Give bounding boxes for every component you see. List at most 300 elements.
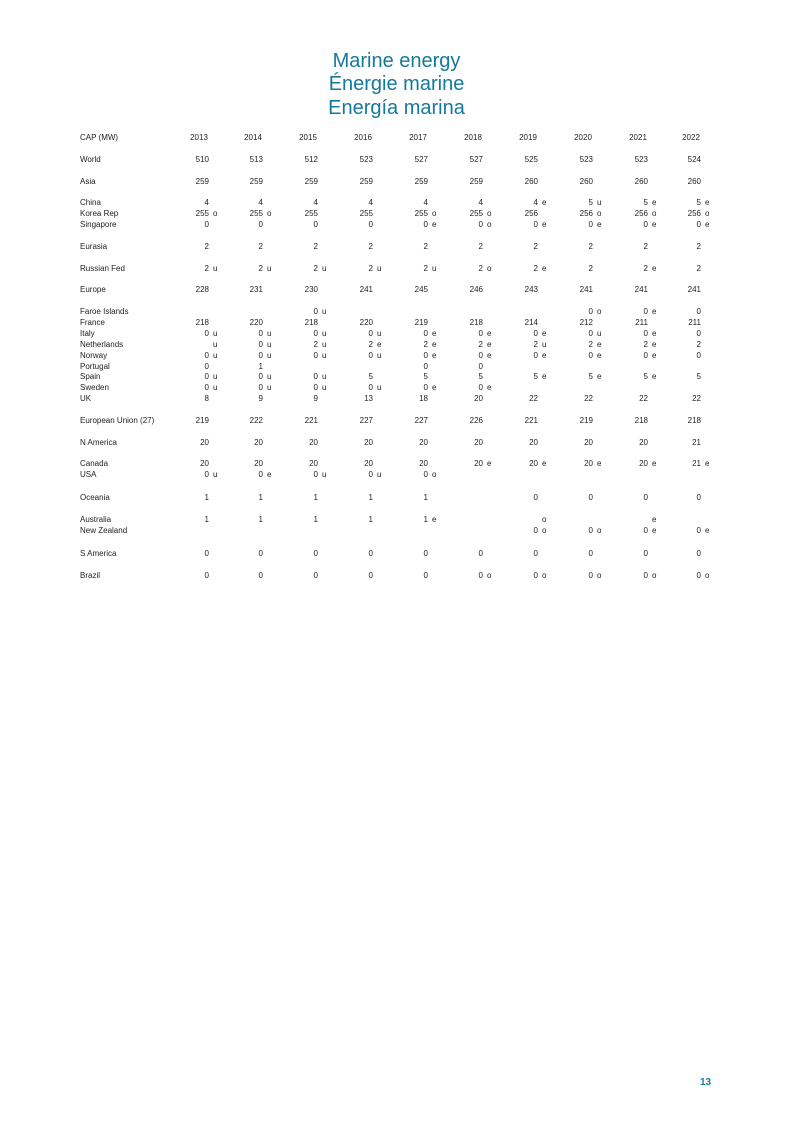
cell-value: 0 — [313, 372, 318, 381]
table-header — [0, 132, 793, 143]
cell-value: 0 — [588, 351, 593, 360]
cell-value: 0 — [204, 220, 209, 229]
cell-value: 0 — [588, 307, 593, 316]
table-row — [0, 339, 793, 350]
cell-value: 260 — [687, 177, 701, 186]
cell-value: 0 — [643, 493, 648, 502]
year-header: 2015 — [299, 133, 317, 142]
cell-flag: e — [432, 351, 437, 360]
cell-value: 2 — [533, 264, 538, 273]
cell-value: 230 — [304, 285, 318, 294]
cell-value: 226 — [469, 416, 483, 425]
cell-value: 20 — [639, 438, 648, 447]
cell-value: 0 — [423, 470, 428, 479]
table-row — [0, 350, 793, 361]
cell-value: 22 — [639, 394, 648, 403]
cell-value: 2 — [423, 340, 428, 349]
row-label: N America — [80, 438, 117, 447]
cell-flag: o — [597, 307, 602, 316]
cell-value: 214 — [524, 318, 538, 327]
cell-flag: e — [432, 383, 437, 392]
cell-value: 0 — [204, 372, 209, 381]
cell-value: 20 — [309, 459, 318, 468]
cell-value: 18 — [419, 394, 428, 403]
cell-value: 2 — [588, 242, 593, 251]
cell-value: 227 — [414, 416, 428, 425]
cell-flag: e — [652, 198, 657, 207]
cell-value: 0 — [204, 470, 209, 479]
cell-flag: u — [377, 264, 382, 273]
cell-value: 211 — [635, 318, 648, 327]
cell-value: 20 — [200, 438, 209, 447]
cell-flag: u — [213, 372, 218, 381]
cell-flag: e — [652, 351, 657, 360]
table-row — [0, 176, 793, 187]
cell-value: 5 — [588, 198, 593, 207]
cell-value: 1 — [423, 515, 428, 524]
year-header: 2016 — [354, 133, 372, 142]
cell-value: 5 — [643, 198, 648, 207]
header-label: CAP (MW) — [80, 133, 119, 142]
cell-flag: e — [542, 372, 547, 381]
cell-value: 255 — [195, 209, 209, 218]
cell-value: 513 — [249, 155, 263, 164]
row-label: Italy — [80, 329, 95, 338]
row-label: Russian Fed — [80, 264, 125, 273]
cell-flag: e — [542, 264, 547, 273]
cell-value: 1 — [423, 493, 428, 502]
cell-value: 241 — [634, 285, 648, 294]
cell-flag: u — [213, 329, 218, 338]
table-row — [0, 328, 793, 339]
cell-value: 523 — [634, 155, 648, 164]
cell-value: 241 — [687, 285, 701, 294]
cell-value: 20 — [309, 438, 318, 447]
cell-value: 0 — [643, 307, 648, 316]
cell-value: 0 — [478, 549, 483, 558]
cell-flag: u — [267, 340, 272, 349]
cell-value: 0 — [313, 220, 318, 229]
cell-flag: u — [322, 470, 327, 479]
row-label: Spain — [80, 372, 101, 381]
cell-value: 0 — [478, 351, 483, 360]
cell-flag: o — [597, 526, 602, 535]
cell-value: 0 — [478, 220, 483, 229]
cell-value: 0 — [258, 220, 263, 229]
cell-value: 523 — [359, 155, 373, 164]
cell-value: 523 — [579, 155, 593, 164]
cell-value: 0 — [258, 549, 263, 558]
cell-value: 0 — [696, 351, 701, 360]
cell-flag: o — [652, 571, 657, 580]
cell-flag: o — [597, 571, 602, 580]
cell-value: 218 — [687, 416, 701, 425]
cell-value: 0 — [423, 329, 428, 338]
cell-value: 0 — [258, 351, 263, 360]
cell-value: 259 — [304, 177, 318, 186]
table-row — [0, 197, 793, 208]
cell-value: 0 — [368, 549, 373, 558]
cell-value: 0 — [258, 329, 263, 338]
cell-flag: e — [597, 340, 602, 349]
cell-value: 5 — [533, 372, 538, 381]
cell-value: 0 — [204, 549, 209, 558]
cell-value: 4 — [258, 198, 263, 207]
cell-value: 231 — [249, 285, 263, 294]
cell-value: 2 — [368, 340, 373, 349]
cell-value: 5 — [696, 372, 701, 381]
cell-flag: o — [432, 470, 437, 479]
cell-value: 22 — [529, 394, 538, 403]
cell-value: 2 — [368, 242, 373, 251]
cell-value: 4 — [423, 198, 428, 207]
cell-value: 255 — [469, 209, 483, 218]
row-label: European Union (27) — [80, 416, 155, 425]
cell-value: 0 — [588, 493, 593, 502]
cell-value: 246 — [469, 285, 483, 294]
cell-value: 512 — [304, 155, 318, 164]
table-row — [0, 208, 793, 219]
cell-value: 0 — [313, 307, 318, 316]
cell-flag: o — [267, 209, 272, 218]
cell-flag: e — [597, 459, 602, 468]
cell-value: 1 — [258, 493, 263, 502]
cell-flag: e — [432, 515, 437, 524]
cell-flag: u — [322, 340, 327, 349]
cell-value: 245 — [414, 285, 428, 294]
row-label: Europe — [80, 285, 106, 294]
cell-value: 0 — [696, 220, 701, 229]
cell-value: 20 — [200, 459, 209, 468]
cell-value: 2 — [258, 264, 263, 273]
cell-value: 0 — [313, 383, 318, 392]
cell-value: 0 — [478, 383, 483, 392]
cell-value: 527 — [469, 155, 483, 164]
cell-value: 0 — [368, 329, 373, 338]
cell-flag: e — [267, 470, 272, 479]
table-row — [0, 317, 793, 328]
cell-value: 0 — [533, 220, 538, 229]
cell-value: 525 — [524, 155, 538, 164]
table-row — [0, 458, 793, 469]
row-label: Portugal — [80, 362, 110, 371]
cell-value: 1 — [258, 362, 263, 371]
cell-value: 0 — [588, 526, 593, 535]
cell-value: 0 — [423, 362, 428, 371]
cell-value: 21 — [692, 438, 701, 447]
year-header: 2017 — [409, 133, 427, 142]
cell-flag: u — [213, 470, 218, 479]
table-row — [0, 492, 793, 503]
cell-value: 2 — [478, 264, 483, 273]
cell-value: 221 — [524, 416, 538, 425]
cell-flag: u — [597, 329, 602, 338]
cell-value: 241 — [359, 285, 373, 294]
cell-value: 259 — [469, 177, 483, 186]
cell-value: 219 — [414, 318, 428, 327]
cell-flag: e — [652, 515, 657, 524]
year-header: 2020 — [574, 133, 592, 142]
table-row — [0, 525, 793, 536]
table-row — [0, 393, 793, 404]
cell-value: 20 — [254, 459, 263, 468]
cell-value: 0 — [643, 329, 648, 338]
cell-value: 0 — [588, 571, 593, 580]
cell-flag: u — [377, 329, 382, 338]
cell-value: 256 — [579, 209, 593, 218]
cell-flag: o — [542, 571, 547, 580]
cell-value: 5 — [643, 372, 648, 381]
cell-value: 4 — [204, 198, 209, 207]
cell-flag: e — [487, 340, 492, 349]
cell-flag: u — [322, 307, 327, 316]
cell-value: 0 — [643, 220, 648, 229]
cell-flag: e — [652, 372, 657, 381]
cell-value: 0 — [313, 549, 318, 558]
cell-value: 211 — [688, 318, 701, 327]
cell-flag: u — [322, 351, 327, 360]
cell-flag: e — [705, 526, 710, 535]
table-row — [0, 415, 793, 426]
cell-value: 5 — [588, 372, 593, 381]
cell-value: 20 — [529, 459, 538, 468]
cell-value: 260 — [634, 177, 648, 186]
year-header: 2013 — [190, 133, 208, 142]
cell-flag: e — [542, 329, 547, 338]
row-label: Eurasia — [80, 242, 108, 251]
cell-value: 0 — [258, 470, 263, 479]
cell-value: 241 — [579, 285, 593, 294]
cell-value: 20 — [584, 438, 593, 447]
table-row — [0, 219, 793, 230]
cell-flag: o — [652, 209, 657, 218]
cell-value: 0 — [423, 383, 428, 392]
page-number: 13 — [700, 1077, 712, 1088]
cell-value: 243 — [524, 285, 538, 294]
row-label: Singapore — [80, 220, 117, 229]
cell-value: 256 — [634, 209, 648, 218]
row-label: China — [80, 198, 101, 207]
cell-flag: u — [597, 198, 602, 207]
cell-flag: o — [487, 220, 492, 229]
cell-flag: e — [705, 198, 710, 207]
cell-value: 0 — [204, 383, 209, 392]
row-label: Oceania — [80, 493, 110, 502]
cell-value: 255 — [249, 209, 263, 218]
cell-flag: o — [542, 515, 547, 524]
cell-value: 0 — [204, 329, 209, 338]
cell-value: 2 — [258, 242, 263, 251]
row-label: Norway — [80, 351, 108, 360]
cell-value: 8 — [204, 394, 209, 403]
cell-value: 9 — [258, 394, 263, 403]
cell-value: 259 — [249, 177, 263, 186]
cell-value: 2 — [533, 340, 538, 349]
cell-flag: u — [267, 383, 272, 392]
cell-value: 0 — [533, 526, 538, 535]
cell-flag: u — [267, 329, 272, 338]
table-row — [0, 306, 793, 317]
cell-flag: e — [487, 329, 492, 338]
row-label: UK — [80, 394, 92, 403]
title-english: Marine energy — [332, 50, 461, 72]
cell-flag: e — [652, 220, 657, 229]
cell-value: 0 — [696, 329, 701, 338]
table-row — [0, 284, 793, 295]
cell-value: 255 — [304, 209, 318, 218]
cell-flag: e — [432, 340, 437, 349]
cell-value: 2 — [533, 242, 538, 251]
cell-value: 219 — [195, 416, 209, 425]
cell-flag: e — [705, 220, 710, 229]
cell-value: 0 — [368, 383, 373, 392]
cell-flag: e — [487, 459, 492, 468]
cell-value: 0 — [533, 571, 538, 580]
cell-flag: u — [267, 351, 272, 360]
cell-flag: e — [597, 351, 602, 360]
cell-flag: u — [213, 383, 218, 392]
cell-value: 256 — [687, 209, 701, 218]
cell-value: 227 — [359, 416, 373, 425]
cell-value: 2 — [643, 340, 648, 349]
row-label: France — [80, 318, 105, 327]
cell-flag: o — [487, 571, 492, 580]
cell-value: 0 — [643, 526, 648, 535]
cell-value: 0 — [423, 351, 428, 360]
cell-value: 0 — [258, 571, 263, 580]
cell-value: 2 — [696, 340, 701, 349]
cell-flag: e — [705, 459, 710, 468]
cell-value: 20 — [474, 438, 483, 447]
cell-value: 0 — [478, 571, 483, 580]
cell-value: 0 — [696, 493, 701, 502]
cell-value: 218 — [634, 416, 648, 425]
cell-value: 0 — [696, 571, 701, 580]
cell-flag: e — [542, 459, 547, 468]
row-label: Canada — [80, 459, 109, 468]
cell-value: 0 — [696, 549, 701, 558]
cell-flag: e — [652, 307, 657, 316]
cell-flag: e — [542, 198, 547, 207]
cell-value: 0 — [588, 549, 593, 558]
cell-value: 0 — [368, 351, 373, 360]
cell-value: 2 — [588, 340, 593, 349]
cell-flag: e — [597, 220, 602, 229]
cell-value: 20 — [584, 459, 593, 468]
cell-value: 259 — [414, 177, 428, 186]
cell-value: 0 — [368, 220, 373, 229]
row-label: Asia — [80, 177, 96, 186]
cell-value: 2 — [204, 264, 209, 273]
cell-flag: o — [705, 209, 710, 218]
cell-value: 0 — [478, 329, 483, 338]
cell-flag: e — [652, 526, 657, 535]
cell-flag: e — [542, 351, 547, 360]
cell-value: 20 — [639, 459, 648, 468]
cell-value: 5 — [696, 198, 701, 207]
row-label: S America — [80, 549, 117, 558]
cell-value: 1 — [204, 493, 209, 502]
cell-value: 0 — [423, 220, 428, 229]
table-row — [0, 548, 793, 559]
row-label: Korea Rep — [80, 209, 119, 218]
cell-value: 2 — [423, 242, 428, 251]
cell-value: 4 — [313, 198, 318, 207]
cell-flag: o — [597, 209, 602, 218]
cell-flag: o — [542, 526, 547, 535]
cell-value: 0 — [588, 220, 593, 229]
cell-value: 0 — [423, 571, 428, 580]
cell-flag: e — [652, 329, 657, 338]
cell-value: 220 — [359, 318, 373, 327]
table-row — [0, 263, 793, 274]
table-row — [0, 371, 793, 382]
cell-value: 20 — [529, 438, 538, 447]
cell-value: 260 — [524, 177, 538, 186]
cell-value: 0 — [643, 571, 648, 580]
year-header: 2014 — [244, 133, 262, 142]
cell-flag: u — [213, 351, 218, 360]
cell-value: 0 — [313, 351, 318, 360]
cell-value: 5 — [368, 372, 373, 381]
cell-value: 4 — [478, 198, 483, 207]
cell-value: 2 — [204, 242, 209, 251]
cell-value: 220 — [249, 318, 263, 327]
cell-flag: u — [213, 340, 218, 349]
cell-value: 256 — [524, 209, 538, 218]
cell-value: 0 — [258, 340, 263, 349]
cell-value: 2 — [588, 264, 593, 273]
cell-value: 0 — [696, 526, 701, 535]
cell-value: 0 — [533, 351, 538, 360]
cell-value: 20 — [364, 438, 373, 447]
cell-value: 13 — [364, 394, 373, 403]
cell-flag: e — [652, 340, 657, 349]
cell-value: 212 — [579, 318, 593, 327]
table-row — [0, 241, 793, 252]
cell-value: 0 — [313, 470, 318, 479]
cell-flag: u — [267, 264, 272, 273]
table-row — [0, 570, 793, 581]
cell-flag: e — [652, 459, 657, 468]
cell-flag: u — [322, 329, 327, 338]
cell-value: 0 — [313, 329, 318, 338]
cell-value: 20 — [364, 459, 373, 468]
cell-flag: o — [487, 209, 492, 218]
cell-value: 2 — [313, 264, 318, 273]
cell-value: 2 — [478, 242, 483, 251]
cell-value: 2 — [643, 264, 648, 273]
row-label: Brazil — [80, 571, 101, 580]
cell-value: 222 — [249, 416, 263, 425]
cell-value: 2 — [696, 242, 701, 251]
cell-flag: u — [377, 351, 382, 360]
row-label: Australia — [80, 515, 112, 524]
cell-value: 1 — [313, 493, 318, 502]
row-label: New Zealand — [80, 526, 128, 535]
cell-value: 2 — [696, 264, 701, 273]
cell-flag: u — [377, 470, 382, 479]
cell-value: 2 — [478, 340, 483, 349]
cell-value: 0 — [696, 307, 701, 316]
cell-flag: u — [267, 372, 272, 381]
cell-flag: o — [213, 209, 218, 218]
cell-value: 20 — [254, 438, 263, 447]
cell-value: 5 — [423, 372, 428, 381]
cell-value: 0 — [533, 549, 538, 558]
cell-value: 524 — [687, 155, 701, 164]
cell-value: 5 — [478, 372, 483, 381]
